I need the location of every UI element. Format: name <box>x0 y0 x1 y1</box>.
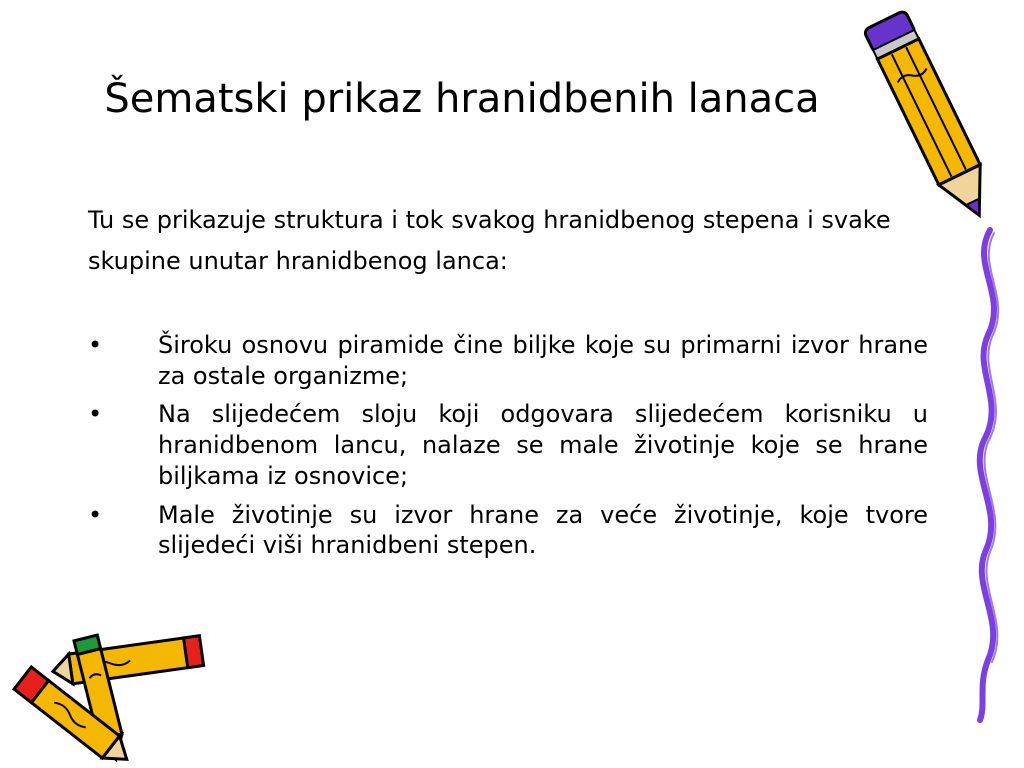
bullet-text: Široku osnovu piramide čine biljke koje su primarni izvor hrane za ostale organizme; <box>158 331 928 390</box>
slide-title: Šematski prikaz hranidbenih lanaca <box>104 76 820 122</box>
intro-text: Tu se prikazuje struktura i tok svakog hranidbenog stepena i svake skupine unutar hranidbenog lanca: <box>88 206 891 275</box>
pencils-icon <box>0 615 210 765</box>
list-item <box>88 330 928 391</box>
bullet-list <box>88 330 928 569</box>
bullet-text: Male životinje su izvor hrane za veće životinje, koje tvore slijedeći viši hranidbeni stepen. <box>158 500 928 560</box>
list-item <box>88 500 928 561</box>
bullet-marker: • <box>88 331 103 359</box>
bullet-marker: • <box>88 500 103 529</box>
squiggle-line-icon <box>960 225 1020 725</box>
list-item <box>88 399 928 491</box>
bullet-text: Na slijedećem sloju koji odgovara slijedećem korisniku u hranidbenom lancu, nalaze se male životinje koje se hrane biljkama iz osnovice; <box>158 400 928 490</box>
bullet-marker: • <box>88 400 103 429</box>
